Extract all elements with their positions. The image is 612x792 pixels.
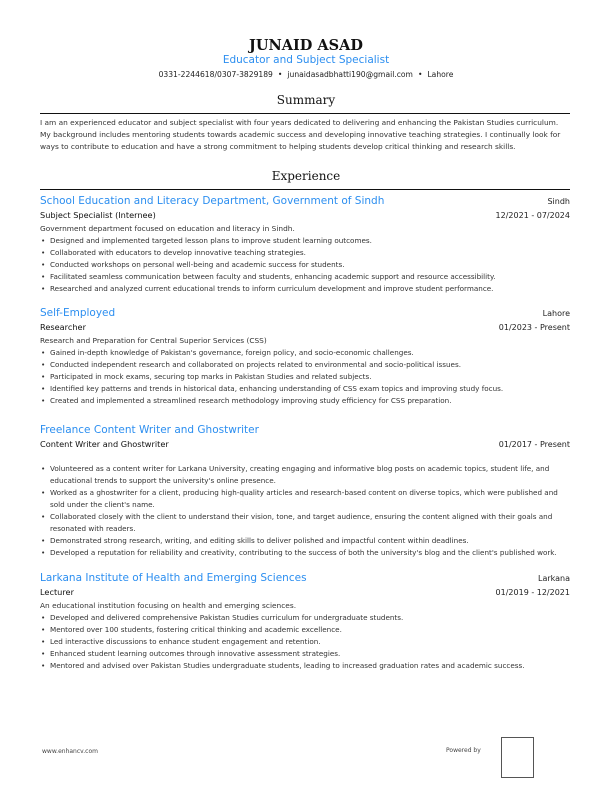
bullet-item: • Developed and delivered comprehensive Pakistan Studies curriculum for undergraduate students.	[40, 612, 570, 624]
powered-by-label: Powered by	[446, 747, 481, 754]
job-dates: 12/2021 - 07/2024	[495, 211, 570, 220]
job-location: Sindh	[547, 197, 570, 206]
experience-entry	[40, 194, 570, 295]
bullet-item: • Led interactive discussions to enhance student engagement and retention.	[40, 636, 570, 648]
bullet-list	[40, 235, 570, 295]
bullet-item: • Researched and analyzed current educational trends to inform curriculum development and improve student performance.	[40, 283, 570, 295]
summary-text: I am an experienced educator and subject specialist with four years dedicated to delivering and enhancing the Pakistan Studies curriculum. My background includes mentoring students towards academic success and developing innovative teaching strategies. I continually look for ways to contribute to education and have a strong commitment to helping students develop critical thinking and research skills.	[40, 118, 561, 151]
bullet-list	[40, 463, 570, 559]
company-description: Research and Preparation for Central Superior Services (CSS)	[40, 336, 267, 345]
phone: 0331-2244618/0307-3829189	[158, 70, 273, 79]
separator: •	[417, 70, 423, 79]
bullet-item: • Designed and implemented targeted lesson plans to improve student learning outcomes.	[40, 235, 570, 247]
experience-heading: Experience	[271, 169, 341, 183]
bullet-item: • Demonstrated strong research, writing, and editing skills to deliver polished and impactful content within deadlines.	[40, 535, 570, 547]
bullet-item: • Conducted independent research and collaborated on projects related to environmental and socio-political issues.	[40, 359, 570, 371]
job-dates: 01/2017 - Present	[498, 440, 570, 449]
bullet-item: • Conducted workshops on personal well-being and academic success for students.	[40, 259, 570, 271]
company-name: Larkana Institute of Health and Emerging Sciences	[40, 572, 307, 584]
experience-entry	[40, 423, 570, 559]
experience-entry	[40, 571, 570, 672]
bullet-item: • Worked as a ghostwriter for a client, producing high-quality articles and research-based content on diverse topics, which were published and sold under the client's name.	[40, 487, 570, 511]
job-location: Larkana	[537, 574, 570, 583]
bullet-item: • Collaborated closely with the client to understand their vision, tone, and target audience, ensuring the content aligned with their goals and resonated with readers.	[40, 511, 570, 535]
bullet-item: • Collaborated with educators to develop innovative teaching strategies.	[40, 247, 570, 259]
company-name: Freelance Content Writer and Ghostwriter	[40, 424, 259, 436]
logo-placeholder-icon	[501, 737, 534, 778]
job-role: Subject Specialist (Internee)	[40, 210, 156, 220]
bullet-item: • Volunteered as a content writer for Larkana University, creating engaging and informative blog posts on academic topics, student life, and educational trends to support the university's online presence.	[40, 463, 570, 487]
company-description: An educational institution focusing on health and emerging sciences.	[40, 601, 297, 610]
job-role: Lecturer	[40, 587, 74, 597]
bullet-item: • Gained in-depth knowledge of Pakistan's governance, foreign policy, and socio-economic challenges.	[40, 347, 570, 359]
bullet-item: • Mentored and advised over Pakistan Studies undergraduate students, leading to increased graduation rates and academic success.	[40, 660, 570, 672]
bullet-item: • Created and implemented a streamlined research methodology improving study efficiency for CSS preparation.	[40, 395, 570, 407]
bullet-item: • Facilitated seamless communication between faculty and students, enhancing academic support and resource accessibility.	[40, 271, 570, 283]
bullet-item: • Identified key patterns and trends in historical data, enhancing understanding of CSS exam topics and improving study focus.	[40, 383, 570, 395]
bullet-item: • Mentored over 100 students, fostering critical thinking and academic excellence.	[40, 624, 570, 636]
company-description: Government department focused on education and literacy in Sindh.	[40, 224, 295, 233]
company-name: School Education and Literacy Department, Government of Sindh	[40, 195, 385, 207]
email[interactable]: junaidasadbhatti190@gmail.com	[287, 70, 413, 79]
bullet-item: • Enhanced student learning outcomes through innovative assessment strategies.	[40, 648, 570, 660]
experience-divider	[40, 189, 570, 190]
bullet-item: • Participated in mock exams, securing top marks in Pakistan Studies and related subjects.	[40, 371, 570, 383]
candidate-title: Educator and Subject Specialist	[222, 54, 390, 66]
summary-heading: Summary	[276, 93, 336, 107]
experience-entry	[40, 306, 570, 407]
separator: •	[277, 70, 283, 79]
contact-line	[0, 70, 612, 79]
bullet-item: • Developed a reputation for reliability and creativity, contributing to the success of both the university's blog and the client's published work.	[40, 547, 570, 559]
job-dates: 01/2019 - 12/2021	[495, 588, 570, 597]
location: Lahore	[427, 70, 454, 79]
job-location: Lahore	[542, 309, 570, 318]
job-role: Researcher	[40, 322, 86, 332]
job-dates: 01/2023 - Present	[498, 323, 570, 332]
bullet-list	[40, 612, 570, 672]
bullet-list	[40, 347, 570, 407]
candidate-name: JUNAID ASAD	[249, 37, 363, 54]
job-role: Content Writer and Ghostwriter	[40, 439, 169, 449]
company-name: Self-Employed	[40, 307, 116, 319]
summary-divider	[40, 113, 570, 114]
footer-website-link[interactable]: www.enhancv.com	[42, 748, 98, 755]
